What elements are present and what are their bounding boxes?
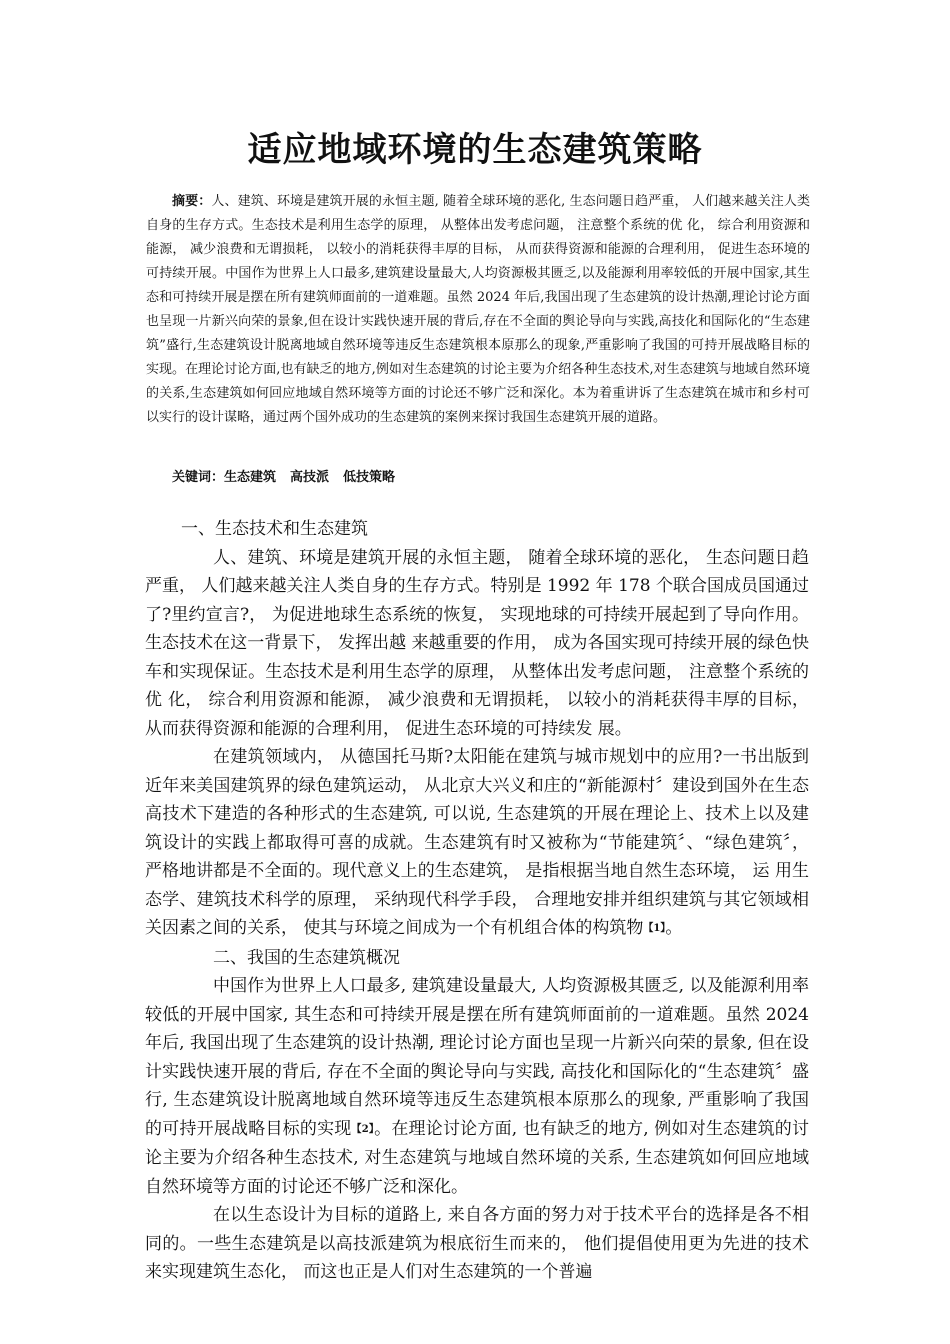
- citation: 【2】: [351, 1123, 375, 1135]
- keyword-item: 高技派: [290, 470, 330, 485]
- section-heading: 一、生态技术和生态建筑: [181, 519, 368, 539]
- keywords-label: 关键词：: [172, 470, 225, 485]
- body-text: [145, 515, 809, 1287]
- paragraph-text: 。在理论讨论方面, 也有缺乏的地方, 例如对生态建筑的讨论主要为介绍各种生态技术, 对生态建筑与地域自然环境的关系, 生态建筑如何回应地域自然环境等方面的讨论还不够广泛和深化。: [145, 1118, 809, 1197]
- paragraph-text: 。: [665, 918, 683, 938]
- paragraph-text: 在建筑领域内， 从德国托马斯?太阳能在建筑与城市规划中的应用?一书出版到近年来美国建筑界的绿色建筑运动， 从北京大兴义和庄的“新能源村〞建设到国外在生态高技术下建造的各种形式的生态建筑, 可以说, 生态建筑的开展在理论上、技术上以及建筑设计的实践上都取得可喜的成就。生态建筑有时又被称为“节能建筑〞、“绿色建筑〞， 严格地讲都是不全面的。现代意义上的生态建筑， 是指根据当地自然生态环境， 运 用生态学、建筑技术科学的原理， 采纳现代科学手段， 合理地安排并组织建筑与其它领域相关因素之间的关系， 使其与环境之间成为一个有机组合体的构筑物: [145, 747, 809, 938]
- paragraph: [145, 743, 809, 944]
- keyword-item: 生态建筑: [224, 470, 277, 485]
- paragraph: 在以生态设计为目标的道路上, 来自各方面的努力对于技术平台的选择是各不相同的。一些生态建筑是以高技派建筑为根底衍生而来的， 他们提倡使用更为先进的技术来实现建筑生态化， 而这也正是人们对生态建筑的一个普遍: [145, 1205, 809, 1282]
- paragraph: 人、建筑、环境是建筑开展的永恒主题， 随着全球环境的恶化， 生态问题日趋严重， 人们越来越关注人类自身的生存方式。特别是 1992 年 178 个联合国成员国通过了?里约宣言?， 为促进地球生态系统的恢复， 实现地球的可持续开展起到了导向作用。生态技术在这一背景下， 发挥出越 来越重要的作用， 成为各国实现可持续开展的绿色快车和实现保证。生态技术是利用生态学的原理， 从整体出发考虑问题， 注意整个系统的优 化， 综合利用资源和能源， 减少浪费和无谓损耗， 以较小的消耗获得丰厚的目标， 从而获得资源和能源的合理利用， 促进生态环境的可持续发 展。: [145, 547, 809, 739]
- abstract: [146, 190, 810, 430]
- abstract-label: 摘要：: [172, 194, 212, 209]
- keyword-item: 低技策略: [343, 470, 396, 485]
- abstract-text: 人、建筑、环境是建筑开展的永恒主题, 随着全球环境的恶化, 生态问题日趋严重， 人们越来越关注人类自身的生存方式。生态技术是利用生态学的原理， 从整体出发考虑问题， 注意整个系统的优 化， 综合利用资源和能源， 减少浪费和无谓损耗， 以较小的消耗获得丰厚的目标， 从而获得资源和能源的合理利用， 促进生态环境的可持续开展。中国作为世界上人口最多,建筑建设量最大,人均资源极其匮乏,以及能源利用率较低的开展中国家,其生态和可持续开展是摆在所有建筑师面前的一道难题。虽然 2024 年后,我国出现了生态建筑的设计热潮,理论讨论方面也呈现一片新兴向荣的景象,但在设计实践快速开展的背后,存在不全面的舆论导向与实践,高技化和国际化的“生态建筑”盛行,生态建筑设计脱离地域自然环境等违反生态建筑根本原那么的现象,严重影响了我国的可持开展战略目标的实现。在理论讨论方面,也有缺乏的地方,例如对生态建筑的讨论主要为介绍各种生态技术,对生态建筑与地域自然环境的关系,生态建筑如何回应地域自然环境等方面的讨论还不够广泛和深化。本为着重讲诉了生态建筑在城市和乡村可以实行的设计谋略，通过两个国外成功的生态建筑的案例来探讨我国生态建筑开展的道路。: [146, 194, 810, 425]
- paragraph-text: 中国作为世界上人口最多, 建筑建设量最大, 人均资源极其匮乏, 以及能源利用率较低的开展中国家, 其生态和可持续开展是摆在所有建筑师面前的一道难题。虽然 2024 年后, 我国出现了生态建筑的设计热潮, 理论讨论方面也呈现一片新兴向荣的景象, 但在设计实践快速开展的背后, 存在不全面的舆论导向与实践, 高技化和国际化的“生态建筑〞盛行, 生态建筑设计脱离地域自然环境等违反生态建筑根本原那么的现象, 严重影响了我国的可持开展战略目标的实现: [145, 976, 809, 1139]
- section-heading: 二、我国的生态建筑概况: [213, 947, 400, 968]
- citation: 【1】: [643, 923, 666, 934]
- page-title: 适应地域环境的生态建筑策略: [247, 130, 703, 170]
- paragraph: [145, 972, 809, 1201]
- keywords: [172, 466, 409, 485]
